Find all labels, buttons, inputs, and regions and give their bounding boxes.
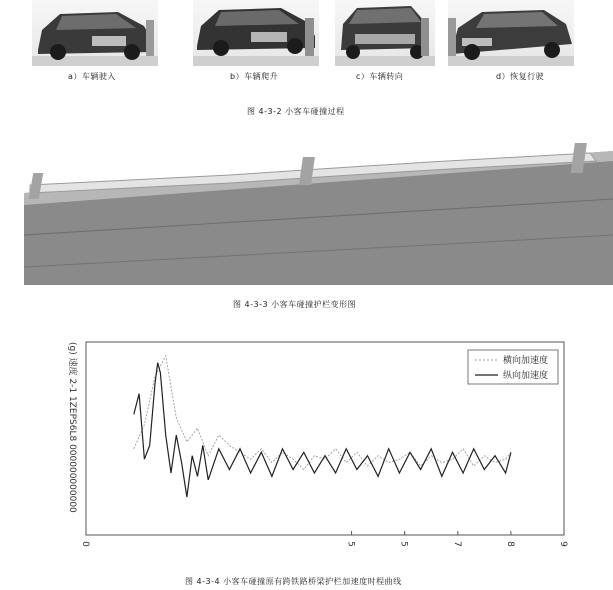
figure-caption-4-3-4: 图 4-3-4 小客车碰撞原有跨铁路桥梁护栏加速度时程曲线 (185, 577, 402, 586)
subcaption-b: b）车辆爬升 (230, 72, 279, 81)
y-axis-label: (g) 速度 2-1 1ZEPS6L8 000000000000 (67, 342, 77, 513)
legend-label-longitudinal: 纵向加速度 (503, 371, 549, 381)
figure-caption-4-3-2: 图 4-3-2 小客车碰撞过程 (247, 107, 345, 116)
x-tick-label: 9 (558, 541, 568, 547)
car-image-a (32, 0, 158, 66)
acceleration-chart (0, 330, 613, 560)
x-tick-label: 7 (451, 541, 462, 547)
photo-vehicle-climbing (193, 0, 319, 66)
car-image-c (335, 0, 435, 66)
x-tick-label: 5 (398, 541, 409, 547)
subcaption-c: c）车辆转向 (356, 72, 404, 81)
figure-acceleration-chart (0, 330, 613, 590)
subcaption-d: d）恢复行驶 (496, 72, 545, 81)
legend (468, 350, 558, 384)
series-line-lateral (134, 356, 511, 470)
photo-vehicle-entering (32, 0, 158, 66)
figure-guardrail-deformation (0, 135, 613, 315)
car-image-b (193, 0, 319, 66)
x-tick-label: 5 (345, 541, 356, 547)
x-ticks (80, 531, 568, 547)
x-tick-label: 8 (504, 541, 515, 547)
guardrail-render (0, 135, 613, 285)
figure-collision-process (0, 0, 613, 120)
legend-label-lateral: 横向加速度 (503, 356, 549, 366)
plot-lines (134, 356, 511, 497)
photo-resume-driving (448, 0, 574, 66)
subcaption-a: a）车辆驶入 (68, 72, 116, 81)
car-image-d (448, 0, 574, 66)
series-line-longitudinal (134, 363, 511, 497)
photo-vehicle-turning (335, 0, 435, 66)
figure-caption-4-3-3: 图 4-3-3 小客车碰撞护栏变形图 (233, 300, 357, 309)
x-tick-label: 0 (80, 541, 90, 547)
